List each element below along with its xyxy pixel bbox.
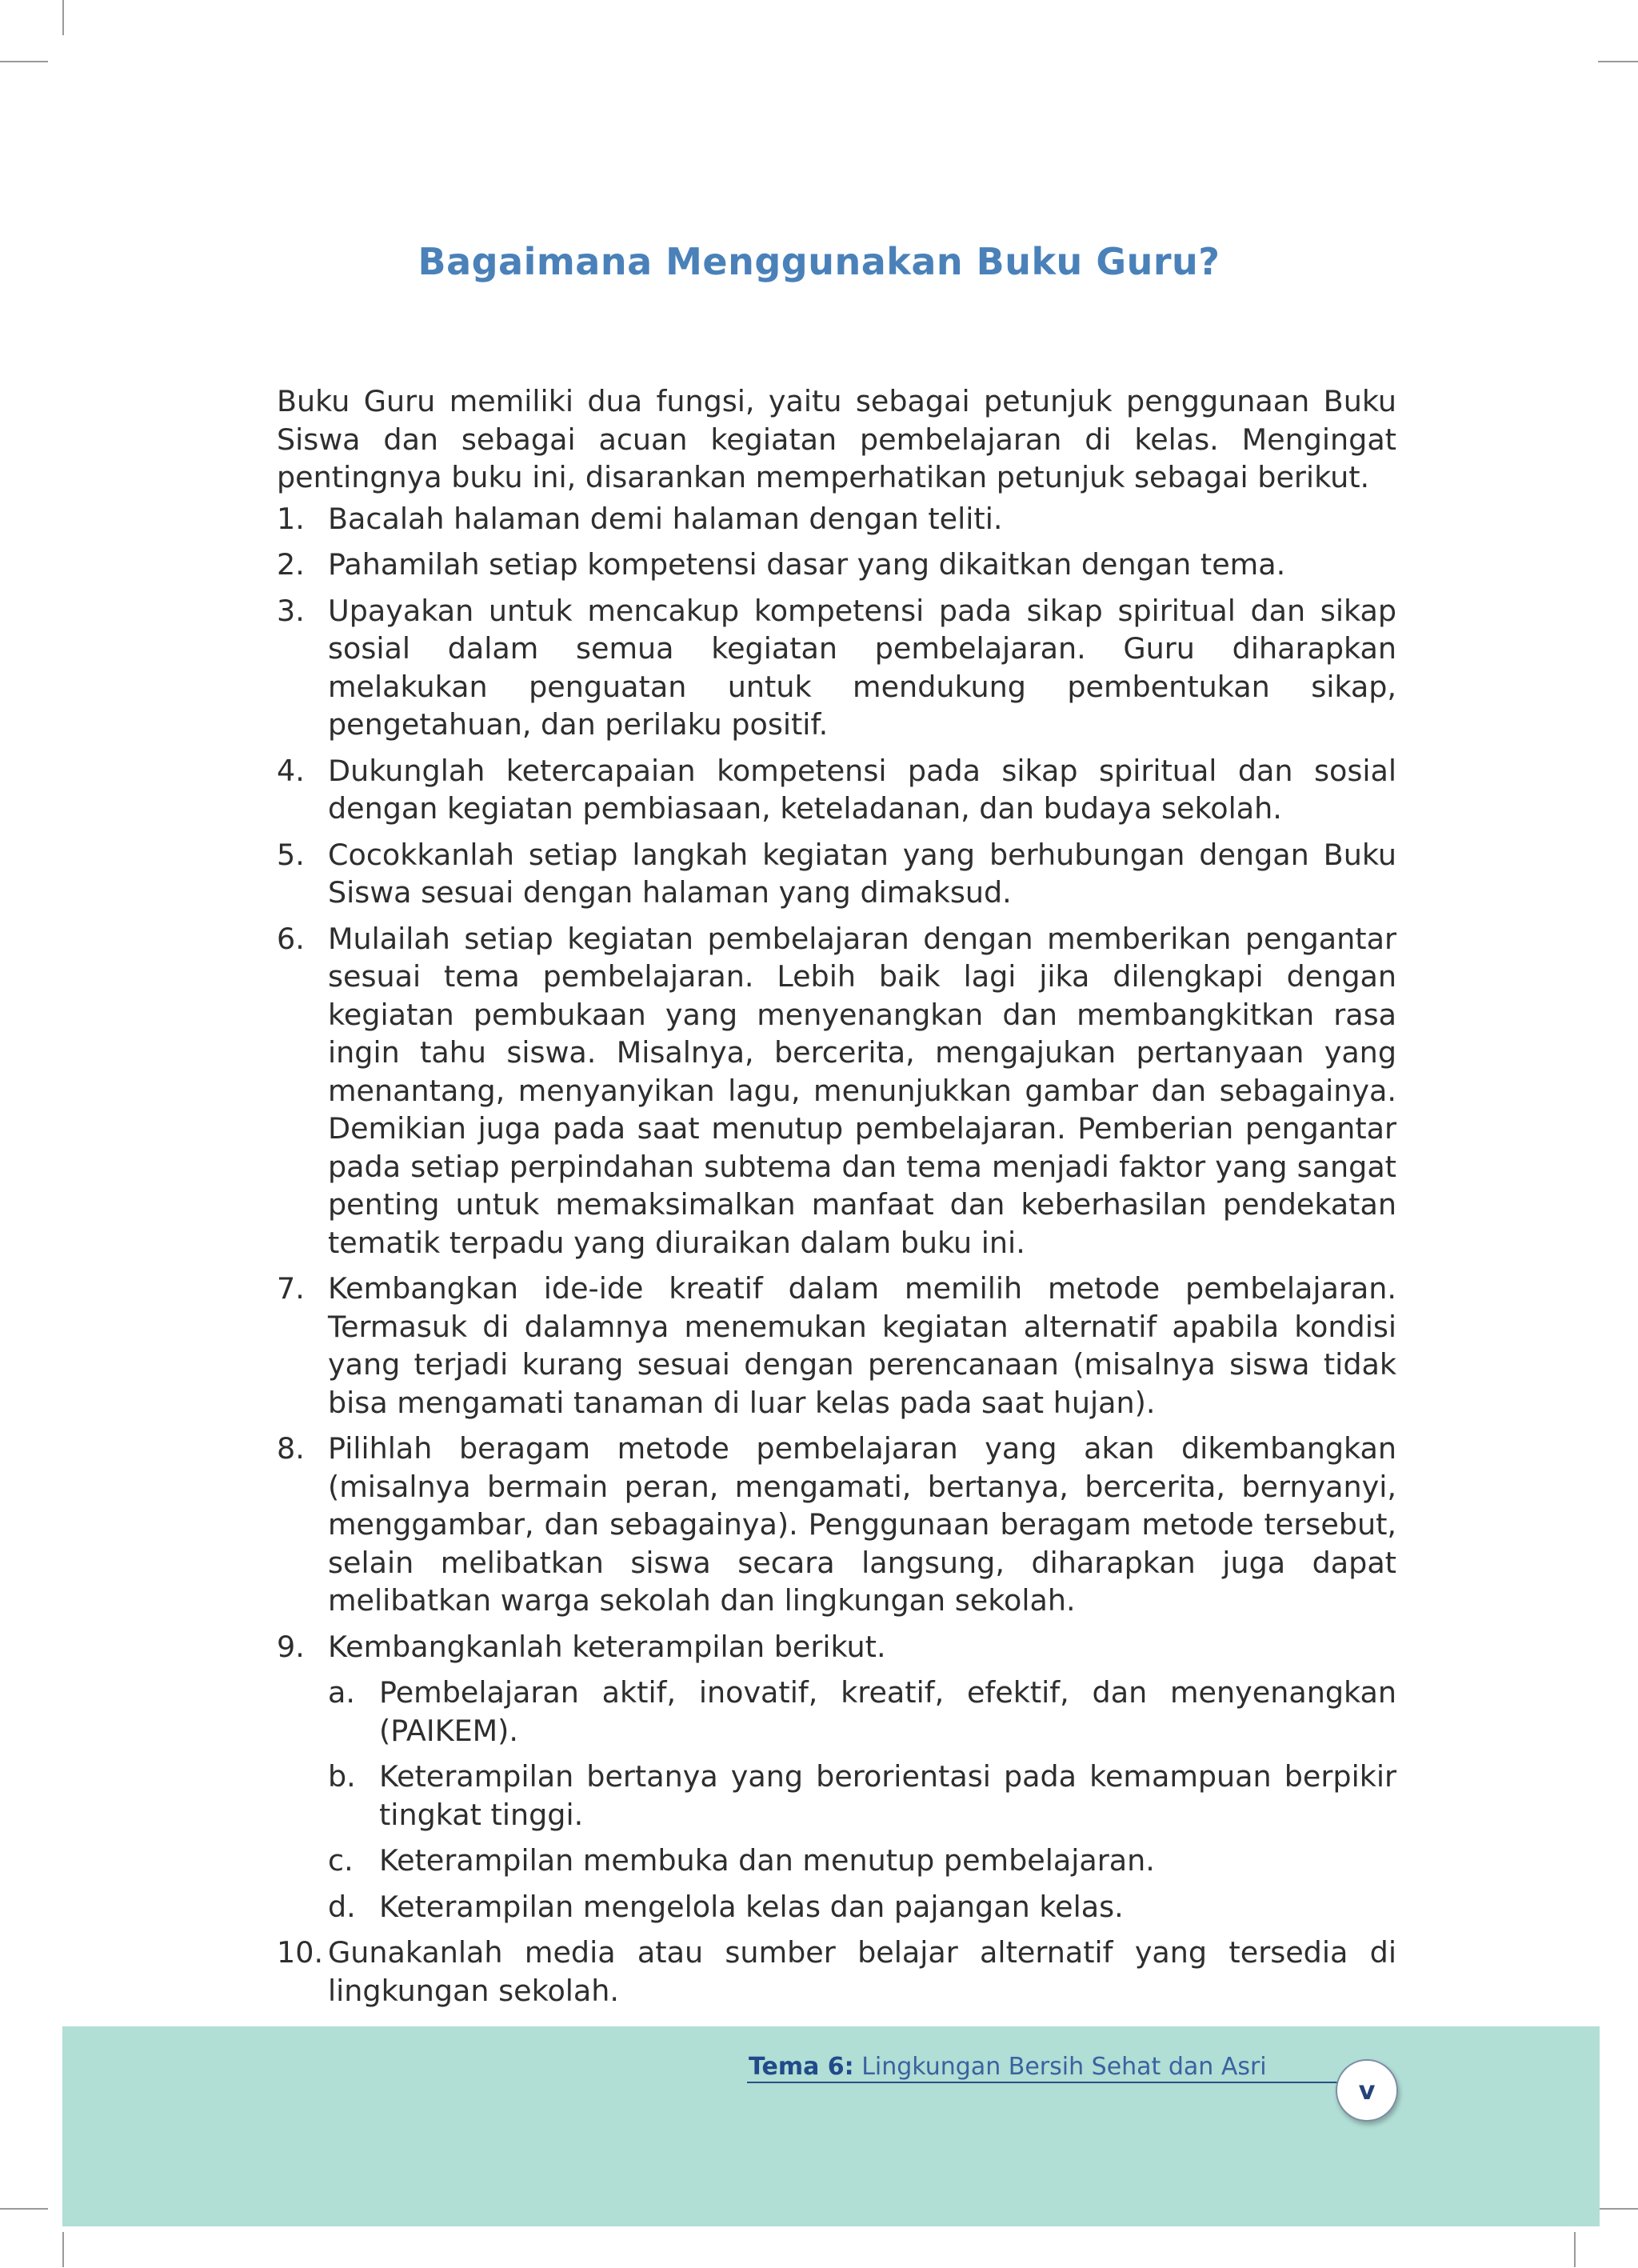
item-number: 9.: [277, 1629, 305, 1664]
item-number: 4.: [277, 753, 305, 788]
list-item: [277, 1628, 1396, 1926]
item-number: 7.: [277, 1271, 305, 1306]
subitem-letter: a.: [328, 1675, 355, 1710]
item-number: 3.: [277, 593, 305, 628]
item-text: Upayakan untuk mencakup kompetensi pada sikap spiritual dan sikap sosial dalam semua kegiatan pembelajaran. Guru diharapkan melakukan penguatan untuk mendukung pembentukan sikap, pengetahuan, dan perilaku positif.: [328, 593, 1396, 742]
item-number: 10.: [277, 1935, 324, 1970]
footer-theme-label: Tema 6:: [749, 2053, 854, 2081]
crop-mark: [0, 61, 48, 62]
crop-mark: [1598, 61, 1638, 62]
sublist-item: [328, 1888, 1396, 1926]
subitem-letter: d.: [328, 1889, 356, 1924]
item-text: Bacalah halaman demi halaman dengan teliti.: [328, 501, 1003, 536]
list-item: [277, 1270, 1396, 1422]
item-text: Kembangkanlah keterampilan berikut.: [328, 1629, 886, 1664]
sublist-item: [328, 1758, 1396, 1834]
list-item: [277, 1934, 1396, 2010]
list-item: [277, 592, 1396, 744]
item-number: 8.: [277, 1431, 305, 1466]
subitem-text: Keterampilan membuka dan menutup pembelajaran.: [379, 1843, 1155, 1878]
intro-paragraph: Buku Guru memiliki dua fungsi, yaitu sebagai petunjuk penggunaan Buku Siswa dan sebagai acuan kegiatan pembelajaran di kelas. Mengingat pentingnya buku ini, disarankan memperhatikan petunjuk sebagai berikut.: [277, 384, 1396, 494]
sublist-item: [328, 1674, 1396, 1750]
item-text: Dukunglah ketercapaian kompetensi pada sikap spiritual dan sosial dengan kegiatan pembiasaan, keteladanan, dan budaya sekolah.: [328, 753, 1396, 826]
footer-theme-title: Lingkungan Bersih Sehat dan Asri: [861, 2053, 1267, 2081]
item-text: Pilihlah beragam metode pembelajaran yang akan dikembangkan (misalnya bermain peran, mengamati, bertanya, bercerita, bernyanyi, menggambar, dan sebagainya). Penggunaan beragam metode tersebut, selain melibatkan siswa secara langsung, diharapkan juga dapat melibatkan warga sekolah dan lingkungan sekolah.: [328, 1431, 1396, 1618]
item-number: 1.: [277, 501, 305, 536]
item-text: Mulailah setiap kegiatan pembelajaran dengan memberikan pengantar sesuai tema pembelajaran. Lebih baik lagi jika dilengkapi dengan kegiatan pembukaan yang menyenangkan dan membangkitkan rasa ingin tahu siswa. Misalnya, bercerita, mengajukan pertanyaan yang menantang, menyanyikan lagu, menunjukkan gambar dan sebagainya. Demikian juga pada saat menutup pembelajaran. Pemberian pengantar pada setiap perpindahan subtema dan tema menjadi faktor yang sangat penting untuk memaksimalkan manfaat dan keberhasilan pendekatan tematik terpadu yang diuraikan dalam buku ini.: [328, 921, 1396, 1260]
skill-sublist: [328, 1674, 1396, 1926]
crop-mark: [1598, 2208, 1638, 2210]
subitem-letter: b.: [328, 1759, 356, 1794]
instruction-list: [277, 500, 1396, 2010]
list-item: [277, 1430, 1396, 1620]
crop-mark: [0, 2208, 48, 2210]
crop-mark: [1574, 2232, 1576, 2267]
sublist-item: [328, 1842, 1396, 1880]
item-text: Gunakanlah media atau sumber belajar alternatif yang tersedia di lingkungan sekolah.: [328, 1935, 1396, 2008]
item-text: Pahamilah setiap kompetensi dasar yang dikaitkan dengan tema.: [328, 547, 1286, 582]
item-number: 5.: [277, 837, 305, 872]
item-number: 2.: [277, 547, 305, 582]
item-number: 6.: [277, 921, 305, 956]
list-item: [277, 752, 1396, 828]
page-number: v: [1336, 2059, 1398, 2122]
subitem-text: Keterampilan mengelola kelas dan pajangan kelas.: [379, 1889, 1124, 1924]
list-item: [277, 546, 1396, 584]
item-text: Cocokkanlah setiap langkah kegiatan yang berhubungan dengan Buku Siswa sesuai dengan halaman yang dimaksud.: [328, 837, 1396, 910]
crop-mark: [62, 2232, 64, 2267]
subitem-text: Pembelajaran aktif, inovatif, kreatif, efektif, dan menyenangkan (PAIKEM).: [379, 1675, 1396, 1748]
footer-theme: [749, 2053, 1267, 2081]
list-item: [277, 500, 1396, 538]
list-item: [277, 836, 1396, 912]
list-item: [277, 920, 1396, 1262]
subitem-letter: c.: [328, 1843, 354, 1878]
page-title: Bagaimana Menggunakan Buku Guru?: [417, 240, 1221, 283]
item-text: Kembangkan ide-ide kreatif dalam memilih metode pembelajaran. Termasuk di dalamnya menemukan kegiatan alternatif apabila kondisi yang terjadi kurang sesuai dengan perencanaan (misalnya siswa tidak bisa mengamati tanaman di luar kelas pada saat hujan).: [328, 1271, 1396, 1420]
body-content: [277, 382, 1396, 2018]
subitem-text: Keterampilan bertanya yang berorientasi pada kemampuan berpikir tingkat tinggi.: [379, 1759, 1396, 1832]
footer-divider: [747, 2082, 1358, 2083]
